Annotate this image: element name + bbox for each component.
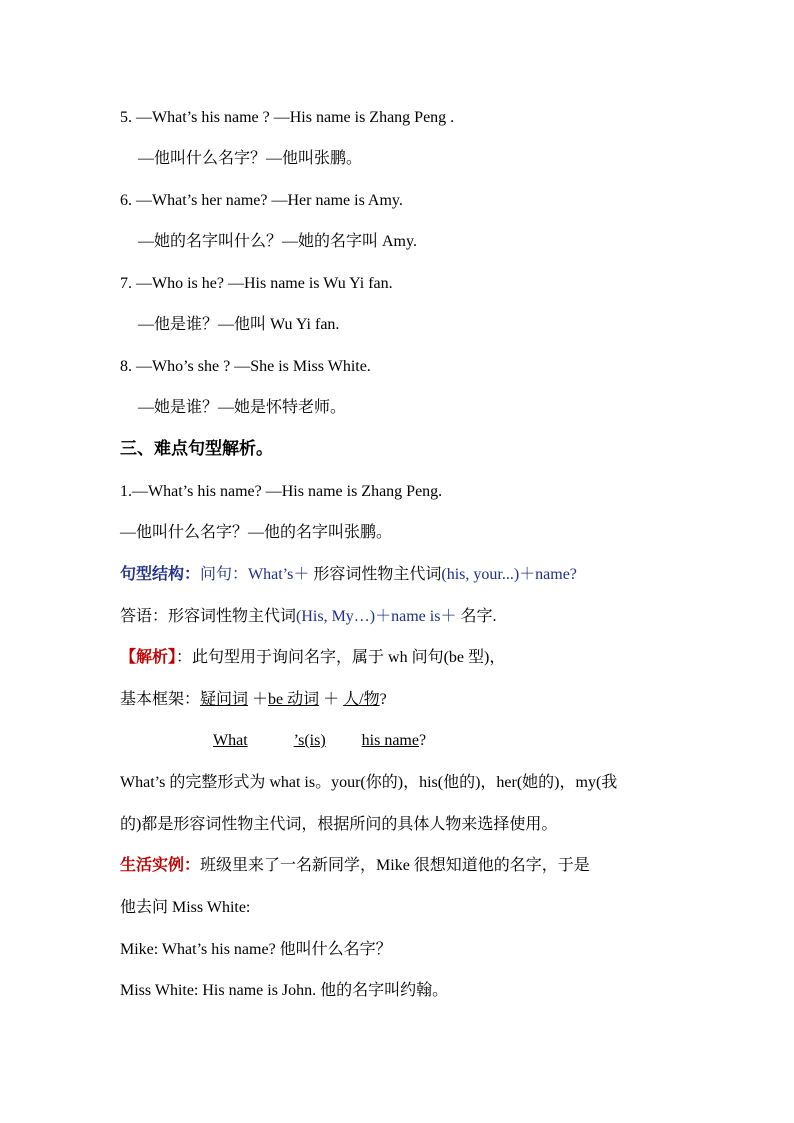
frame-part-question-word: 疑问词 [200, 691, 249, 708]
item-8-english: 8. —Who’s she ? —She is Miss White. [120, 358, 371, 375]
dialog-line-miss-white: Miss White: His name is John. 他的名字叫约翰。 [120, 982, 449, 999]
life-example-line-2: 他去问 Miss White: [120, 899, 251, 916]
example-chinese: —他叫什么名字？—他的名字叫张鹏。 [120, 524, 393, 541]
structure-pattern-b: 形容词性物主代词 [313, 566, 442, 583]
explain-line-2: 的)都是形容词性物主代词，根据所问的具体人物来选择使用。 [120, 816, 558, 833]
frame-line [120, 689, 387, 711]
structure-label: 句型结构： [120, 566, 201, 583]
frame-example-is: ’s(is) [293, 732, 326, 749]
answer-line [120, 606, 496, 628]
item-6-chinese: —她的名字叫什么？—她的名字叫 Amy. [138, 233, 417, 250]
life-example-line [120, 855, 590, 877]
life-example-label: 生活实例： [120, 857, 201, 874]
example-english: 1.—What’s his name? —His name is Zhang Peng. [120, 483, 443, 500]
dialog-line-mike: Mike: What’s his name? 他叫什么名字？ [120, 941, 392, 958]
structure-question-prefix: 问句： [200, 566, 249, 583]
analysis-line [120, 647, 505, 669]
section-heading: 三、难点句型解析。 [120, 439, 273, 458]
frame-plus-1: ＋ [248, 691, 269, 708]
structure-pattern-c: (his, your...)＋name? [441, 566, 577, 583]
frame-part-person: 人/物 [343, 691, 380, 708]
item-7-chinese: —他是谁？—他叫 Wu Yi fan. [138, 316, 340, 333]
frame-example-end: ? [418, 732, 427, 749]
analysis-label: 【解析】 [120, 649, 177, 666]
answer-pattern-b: 名字. [460, 608, 497, 625]
frame-plus-2: ＋ [319, 691, 344, 708]
item-5-chinese: —他叫什么名字？—他叫张鹏。 [138, 150, 363, 167]
frame-example-his-name: his name [361, 732, 419, 749]
answer-pattern-a: (His, My…)＋name is＋ [296, 608, 461, 625]
answer-prefix: 答语：形容词性物主代词 [120, 608, 297, 625]
frame-label: 基本框架： [120, 691, 201, 708]
item-7-english: 7. —Who is he? —His name is Wu Yi fan. [120, 275, 393, 292]
frame-end: ? [379, 691, 387, 708]
frame-example-what: What [213, 732, 248, 749]
analysis-text: ：此句型用于询问名字，属于 wh 问句(be 型)， [176, 649, 506, 666]
frame-example-line [213, 730, 426, 752]
item-6-english: 6. —What’s her name? —Her name is Amy. [120, 192, 403, 209]
structure-pattern-a: What’s＋ [248, 566, 314, 583]
explain-line-1: What’s 的完整形式为 what is。your(你的)，his(他的)，her(她的)，my(我 [120, 774, 618, 791]
item-5-english: 5. —What’s his name ? —His name is Zhang Peng . [120, 109, 455, 126]
item-8-chinese: —她是谁？—她是怀特老师。 [138, 399, 347, 416]
life-example-text: 班级里来了一名新同学，Mike 很想知道他的名字，于是 [200, 857, 590, 874]
structure-line [120, 564, 577, 586]
frame-part-be-verb: be 动词 [268, 691, 320, 708]
